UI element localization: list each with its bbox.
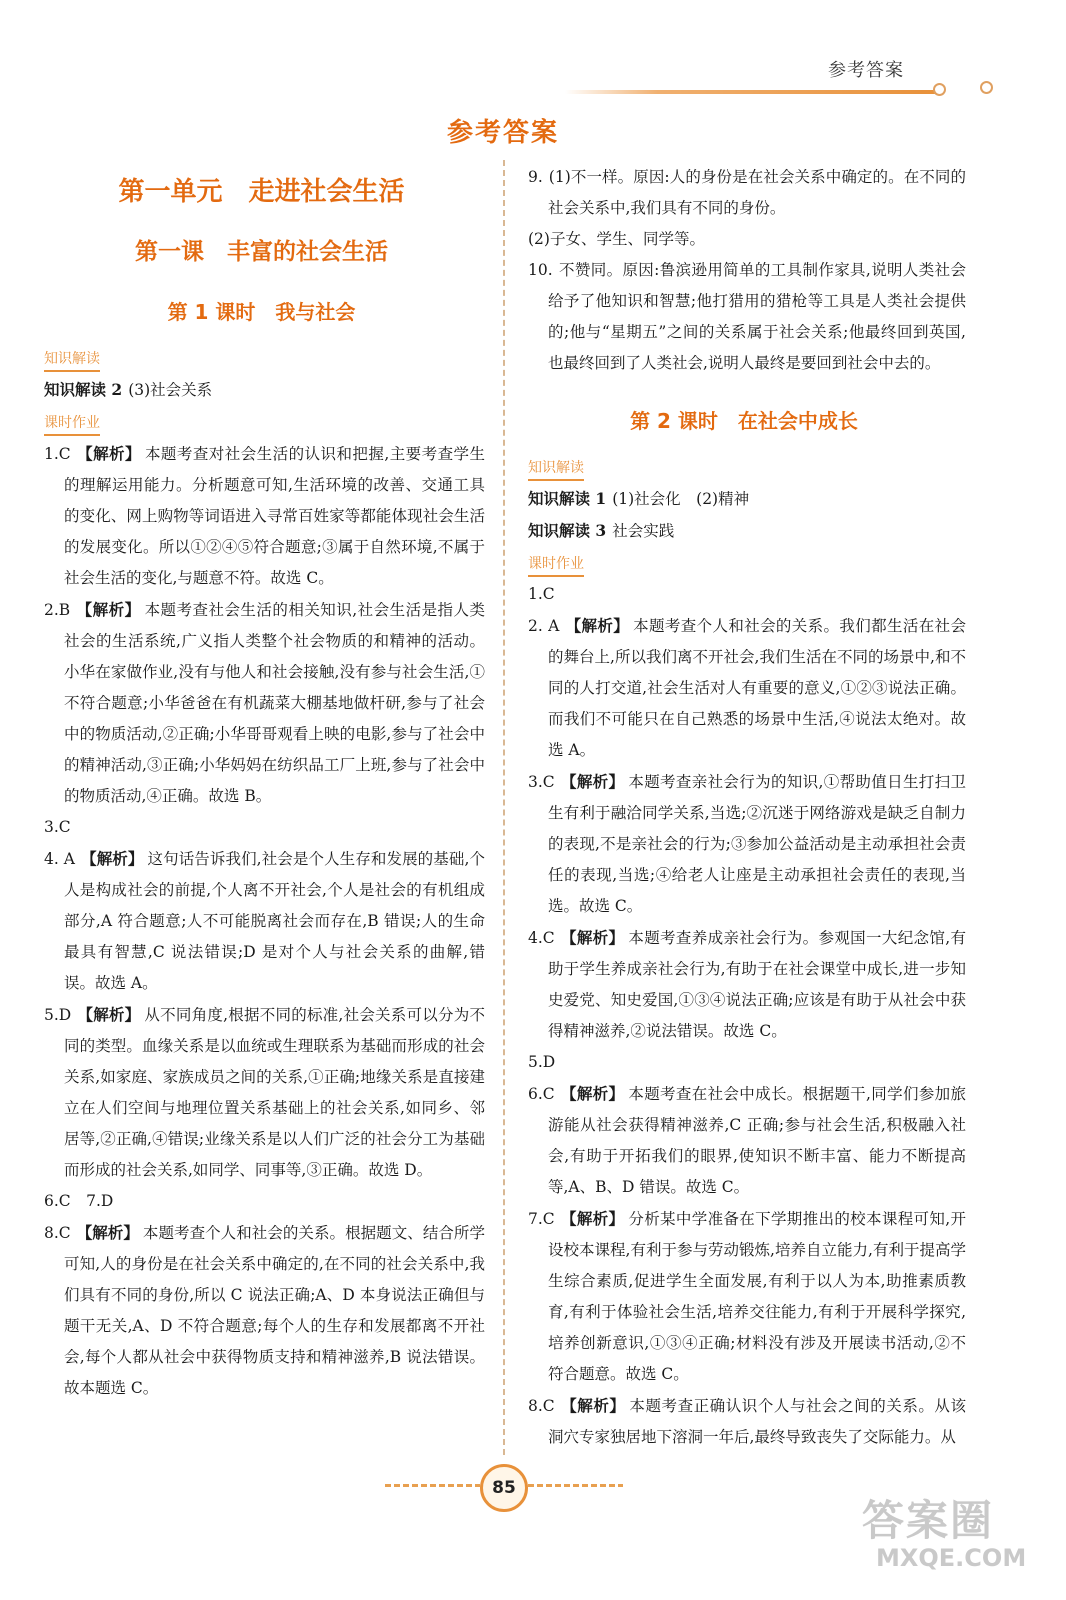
answer-number: 8.C	[528, 1397, 555, 1415]
answer-text: 本题考查社会生活的相关知识,社会生活是指人类社会的生活系统,广义指人类整个社会物质的和精神的活动。小华在家做作业,没有与他人和社会接触,没有参与社会生活,①不符合题意;小华爸爸在有机蔬菜大棚基地做杆研,参与了社会中的物质活动,②正确;小华哥哥观看上映的电影,参与了社会中的精神活动,③正确;小华妈妈在纺织品工厂上班,参与了社会中的物质活动,④正确。故选 B。	[64, 601, 485, 805]
knowledge-line	[522, 483, 966, 515]
knowledge-line	[522, 515, 966, 547]
answer-number: 5.D	[528, 1053, 556, 1071]
analysis-label: 【解析】	[76, 600, 141, 619]
right-column	[522, 162, 966, 1453]
knowledge-text: 社会实践	[612, 522, 675, 540]
header-label: 参考答案	[828, 60, 904, 81]
watermark-site: MXQE.COM	[876, 1544, 1027, 1572]
analysis-label: 【解析】	[560, 772, 625, 791]
answer-item	[522, 1078, 966, 1203]
watermark-logo: 答案圈	[862, 1496, 995, 1545]
answer-item	[522, 579, 966, 610]
unit-heading: 第一单元 走进社会生活	[118, 177, 405, 207]
answer-number: 5.D	[44, 1006, 72, 1024]
footer-rule	[528, 1484, 623, 1487]
left-column	[38, 162, 485, 1404]
analysis-label: 【解析】	[560, 928, 625, 947]
analysis-label: 【解析】	[560, 1209, 625, 1228]
answer-item	[38, 999, 485, 1186]
analysis-label: 【解析】	[560, 1396, 626, 1415]
period-heading: 第 1 课时 我与社会	[167, 300, 356, 324]
answer-number: 2.B	[44, 601, 71, 619]
answer-text: 不赞同。原因:鲁滨逊用简单的工具制作家具,说明人类社会给予了他知识和智慧;他打猎用的猎枪等工具是人类社会提供的;他与“星期五”之间的关系属于社会关系;他最终回到英国,也最终回到了人类社会,说明人最终是要回到社会中去的。	[548, 261, 966, 372]
knowledge-line	[38, 374, 485, 406]
knowledge-text: (1)社会化 (2)精神	[612, 490, 750, 508]
analysis-label: 【解析】	[76, 1223, 139, 1242]
answer-number: 1.C	[528, 585, 555, 603]
answer-item	[522, 162, 966, 224]
knowledge-key: 知识解读 1	[528, 489, 607, 508]
answer-item	[522, 1047, 966, 1078]
answer-number: 6.C	[528, 1085, 555, 1103]
answer-number: 1.C	[44, 445, 71, 463]
section-tag-homework: 课时作业	[44, 412, 100, 436]
page-number: 85	[480, 1464, 528, 1512]
header-rule	[565, 90, 935, 94]
lesson-heading: 第一课 丰富的社会生活	[135, 238, 388, 265]
section-tag-knowledge: 知识解读	[528, 457, 584, 481]
column-divider	[503, 160, 505, 1455]
answer-number: 10.	[528, 261, 553, 279]
answer-item	[38, 812, 485, 843]
answer-text: 本题考查对社会生活的认识和把握,主要考查学生的理解运用能力。分析题意可知,生活环境的改善、交通工具的变化、网上购物等词语进入寻常百姓家等都能体现社会生活的发展变化。所以①②④⑤符合题意;③属于自然环境,不属于社会生活的变化,与题意不符。故选 C。	[64, 445, 485, 587]
answer-item	[38, 843, 485, 999]
analysis-label: 【解析】	[76, 444, 141, 463]
answer-text: 本题考查养成亲社会行为。参观国一大纪念馆,有助于学生养成亲社会行为,有助于在社会课堂中成长,进一步知史爱党、知史爱国,①③④说法正确;应该是有助于从社会中获得精神滋养,②说法错误。故选 C。	[548, 929, 966, 1040]
knowledge-key: 知识解读 3	[528, 521, 607, 540]
answer-list	[522, 162, 966, 379]
answer-item	[38, 1217, 485, 1404]
answer-item	[522, 1203, 966, 1390]
answer-text: 本题考查个人和社会的关系。我们都生活在社会的舞台上,所以我们离不开社会,我们生活在不同的场景中,和不同的人打交道,社会生活对人有重要的意义,①②③说法正确。而我们不可能只在自己熟悉的场景中生活,④说法太绝对。故选 A。	[548, 617, 966, 759]
section-tag-homework: 课时作业	[528, 553, 584, 577]
answer-text: (1)不一样。原因:人的身份是在社会关系中确定的。在不同的社会关系中,我们具有不同的身份。	[548, 168, 966, 217]
answer-number: 3.C	[528, 773, 555, 791]
answer-item	[522, 922, 966, 1047]
answer-item	[38, 438, 485, 594]
knowledge-text: (3)社会关系	[128, 381, 213, 399]
answer-item	[522, 255, 966, 379]
knowledge-lines	[522, 483, 966, 547]
knowledge-key: 知识解读 2	[44, 380, 123, 399]
header-ornament-dot	[933, 83, 946, 96]
footer-rule	[385, 1484, 480, 1487]
analysis-label: 【解析】	[77, 1005, 141, 1024]
answer-list	[38, 438, 485, 1404]
answer-item	[522, 1390, 966, 1453]
answer-number: 4.C	[528, 929, 555, 947]
page-footer	[0, 1462, 1006, 1510]
answer-number: 6.C 7.D	[44, 1192, 114, 1210]
answer-list	[522, 579, 966, 1453]
analysis-label: 【解析】	[565, 616, 630, 635]
answer-number: 8.C	[44, 1224, 71, 1242]
page-title: 参考答案	[446, 118, 559, 148]
answer-number: 4. A	[44, 850, 76, 868]
answer-number: 9.	[528, 168, 543, 186]
answer-number: 3.C	[44, 818, 71, 836]
answer-text: 本题考查在社会中成长。根据题干,同学们参加旅游能从社会获得精神滋养,C 正确;参与社会生活,积极融入社会,有助于开拓我们的眼界,使知识不断丰富、能力不断提高等,A、B、D 错误。故选 C。	[548, 1085, 966, 1196]
period-heading: 第 2 课时 在社会中成长	[630, 409, 858, 433]
analysis-label: 【解析】	[560, 1084, 625, 1103]
answer-text: 这句话告诉我们,社会是个人生存和发展的基础,个人是构成社会的前提,个人离不开社会,个人是社会的有机组成部分,A 符合题意;人不可能脱离社会而存在,B 错误;人的生命最具有智慧,C 说法错误;D 是对个人与社会关系的曲解,错误。故选 A。	[64, 850, 485, 992]
answer-item	[522, 224, 966, 255]
answer-text: 本题考查正确认识个人与社会之间的关系。从该洞穴专家独居地下溶洞一年后,最终导致丧失了交际能力。从	[548, 1397, 966, 1446]
section-tag-knowledge: 知识解读	[44, 348, 100, 372]
answer-text: 本题考查个人和社会的关系。根据题文、结合所学可知,人的身份是在社会关系中确定的,在不同的社会关系中,我们具有不同的身份,所以 C 说法正确;A、D 本身说法正确但与题干无关,A、D 不符合题意;每个人的生存和发展都离不开社会,每个人都从社会中获得物质支持和精神滋养,B 说法错误。故本题选 C。	[64, 1224, 485, 1397]
answer-number: 7.C	[528, 1210, 555, 1228]
header-ornament-dot	[980, 81, 993, 94]
answer-item	[38, 594, 485, 812]
answer-text: 分析某中学准备在下学期推出的校本课程可知,开设校本课程,有利于参与劳动锻炼,培养自立能力,有利于提高学生综合素质,促进学生全面发展,有利于以人为本,助推素质教育,有利于体验社会生活,培养交往能力,有利于开展科学探究,培养创新意识,①③④正确;材料没有涉及开展读书活动,②不符合题意。故选 C。	[548, 1210, 966, 1383]
answer-number: 2. A	[528, 617, 560, 635]
answer-text: 从不同角度,根据不同的标准,社会关系可以分为不同的类型。血缘关系是以血统或生理联系为基础而形成的社会关系,如家庭、家族成员之间的关系,①正确;地缘关系是直接建立在人们空间与地理位置关系基础上的社会关系,如同乡、邻居等,②正确,④错误;业缘关系是以人们广泛的社会分工为基础而形成的社会关系,如同学、同事等,③正确。故选 D。	[64, 1006, 485, 1179]
analysis-label: 【解析】	[81, 849, 144, 868]
answer-text: (2)子女、学生、同学等。	[528, 230, 705, 248]
answer-item	[38, 1186, 485, 1217]
answer-text: 本题考查亲社会行为的知识,①帮助值日生打扫卫生有利于融洽同学关系,当选;②沉迷于网络游戏是缺乏自制力的表现,不是亲社会的行为;③参加公益活动是主动承担社会责任的表现,当选;④给老人让座是主动承担社会责任的表现,当选。故选 C。	[548, 773, 966, 915]
answer-item	[522, 766, 966, 922]
answer-item	[522, 610, 966, 766]
